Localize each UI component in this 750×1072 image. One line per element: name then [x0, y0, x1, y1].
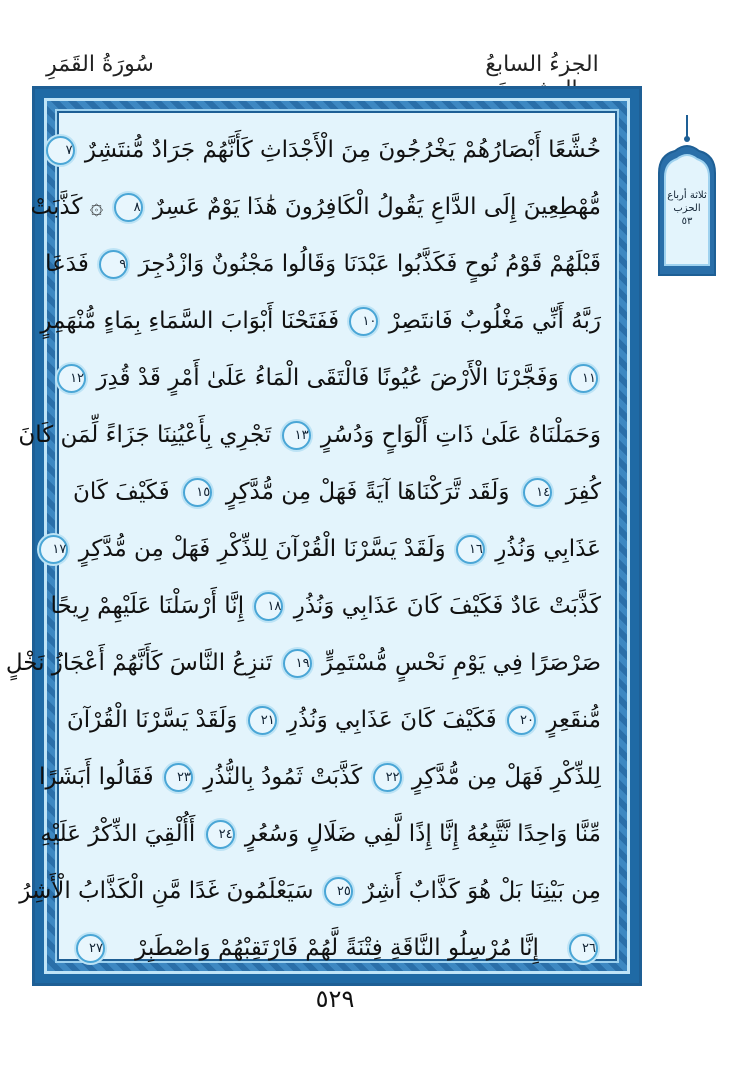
page-number: ٥٢٩: [315, 985, 355, 1013]
ayah-number-marker: ٢٥: [324, 877, 353, 906]
text-panel: [5, 111, 617, 961]
verse-text: ۞ كَذَّبَتْ: [30, 194, 104, 220]
ayah-number-marker: ١٣: [282, 421, 311, 450]
verse-line: [40, 809, 601, 859]
verse-text: مِن بَيْنِنَا بَلْ هُوَ كَذَّابٌ أَشِرٌ: [363, 878, 601, 904]
verse-line: [40, 296, 601, 346]
ayah-number-marker: ٢١: [248, 706, 277, 735]
verse-text: مُّنقَعِرٍ: [546, 707, 601, 733]
ayah-number-marker: ٨: [114, 193, 143, 222]
ayah-number-marker: ١٠: [349, 307, 378, 336]
verse-text: كَذَّبَتْ ثَمُودُ بِالنُّذُرِ: [203, 764, 363, 790]
ayah-number-marker: ٢٢: [373, 763, 402, 792]
verse-lines: [5, 125, 602, 961]
ayah-number-marker: ١٨: [254, 592, 283, 621]
ayah-number-marker: ٢٤: [206, 820, 235, 849]
ayah-number-marker: ٢٣: [164, 763, 193, 792]
verse-text: خُشَّعًا أَبْصَارُهُمْ يَخْرُجُونَ مِنَ الْأَجْدَاثِ كَأَنَّهُمْ جَرَادٌ مُّنتَشِرٌ: [84, 137, 601, 163]
surah-header: سُورَةُ القَمَرِ: [46, 52, 154, 77]
verse-text: كَذَّبَتْ عَادٌ فَكَيْفَ كَانَ عَذَابِي وَنُذُرِ: [293, 593, 601, 619]
verse-line: [65, 125, 601, 175]
verse-line: [30, 182, 601, 232]
verse-text: وَلَقَدْ يَسَّرْنَا الْقُرْآنَ لِلذِّكْرِ فَهَلْ مِن مُّدَّكِرٍ: [78, 536, 446, 562]
verse-line: [66, 695, 601, 745]
verse-line: [50, 581, 601, 631]
verse-text: كُفِرَ: [565, 479, 602, 505]
verse-line: [5, 638, 601, 688]
verse-text: فَكَيْفَ كَانَ: [73, 479, 170, 505]
verse-text: لِلذِّكْرِ فَهَلْ مِن مُّدَّكِرٍ: [411, 764, 601, 790]
ornamental-border: [5, 98, 630, 974]
ayah-number-marker: ٢٠: [507, 706, 536, 735]
verse-text: عَذَابِي وَنُذُرِ: [495, 536, 601, 562]
hizb-marker: [655, 115, 719, 275]
verse-text: إِنَّا مُرْسِلُو النَّاقَةِ فِتْنَةً لَّهُمْ فَارْتَقِبْهُمْ وَاصْطَبِرْ: [135, 935, 539, 961]
verse-line: [52, 524, 601, 574]
verse-text: مُّهْطِعِينَ إِلَى الدَّاعِ يَقُولُ الْكَافِرُونَ هَٰذَا يَوْمٌ عَسِرٌ: [152, 194, 601, 220]
verse-text: فَقَالُوا أَبَشَرًا: [38, 764, 154, 790]
verse-text: صَرْصَرًا فِي يَوْمِ نَحْسٍ مُّسْتَمِرٍّ: [321, 650, 601, 676]
ayah-number-marker: ٢٦: [569, 934, 598, 963]
ayah-number-marker: ١٦: [456, 535, 485, 564]
verse-text: فَفَتَحْنَا أَبْوَابَ السَّمَاءِ بِمَاءٍ مُّنْهَمِرٍ: [40, 308, 340, 334]
ayah-number-marker: ٢٧: [76, 934, 105, 963]
ayah-number-marker: ١١: [569, 364, 598, 393]
ayah-number-marker: ١٤: [523, 478, 552, 507]
verse-text: تَجْرِي بِأَعْيُنِنَا جَزَاءً لِّمَن كَانَ: [18, 422, 272, 448]
verse-text: إِنَّا أَرْسَلْنَا عَلَيْهِمْ رِيحًا: [50, 593, 245, 619]
verse-text: مِّنَّا وَاحِدًا نَّتَّبِعُهُ إِنَّا إِذًا لَّفِي ضَلَالٍ وَسُعُرٍ: [244, 821, 601, 847]
verse-text: أَأُلْقِيَ الذِّكْرُ عَلَيْهِ: [40, 821, 196, 847]
hizb-line2: الحزب: [673, 203, 701, 214]
verse-text: سَيَعْلَمُونَ غَدًا مَّنِ الْكَذَّابُ الْأَشِرُ: [19, 878, 314, 904]
ayah-number-marker: ١٧: [39, 535, 68, 564]
hizb-line3: ٥٣: [681, 216, 693, 227]
verse-text: وَلَقَدْ يَسَّرْنَا الْقُرْآنَ: [66, 707, 238, 733]
ayah-number-marker: ١٩: [283, 649, 312, 678]
page-frame: [5, 86, 642, 986]
ayah-number-marker: ٩: [99, 250, 128, 279]
juz-header: الجزءُ السابعُ: [485, 52, 599, 77]
verse-line: [73, 923, 601, 973]
verse-line: [18, 410, 601, 460]
ayah-number-marker: ٧: [46, 136, 75, 165]
verse-text: قَبْلَهُمْ قَوْمُ نُوحٍ فَكَذَّبُوا عَبْدَنَا وَقَالُوا مَجْنُونٌ وَازْدُجِرَ: [138, 251, 601, 277]
verse-line: [73, 467, 601, 517]
verse-line: [70, 353, 601, 403]
verse-text: وَفَجَّرْنَا الْأَرْضَ عُيُونًا فَالْتَقَى الْمَاءُ عَلَىٰ أَمْرٍ قَدْ قُدِرَ: [96, 365, 559, 391]
ayah-number-marker: ١٥: [183, 478, 212, 507]
verse-line: [19, 866, 601, 916]
verse-text: وَلَقَد تَّرَكْنَاهَا آيَةً فَهَلْ مِن مُّدَّكِرٍ: [225, 479, 510, 505]
hizb-line1: ثلاثة أرباع: [667, 190, 707, 201]
verse-text: وَحَمَلْنَاهُ عَلَىٰ ذَاتِ أَلْوَاحٍ وَدُسُرٍ: [320, 422, 601, 448]
verse-line: [38, 752, 601, 802]
verse-text: رَبَّهُ أَنِّي مَغْلُوبٌ فَانتَصِرْ: [388, 308, 601, 334]
verse-line: [45, 239, 601, 289]
verse-text: فَكَيْفَ كَانَ عَذَابِي وَنُذُرِ: [287, 707, 497, 733]
verse-text: فَدَعَا: [45, 251, 89, 277]
verse-text: تَنزِعُ النَّاسَ كَأَنَّهُمْ أَعْجَازُ نَخْلٍ: [5, 650, 273, 676]
ayah-number-marker: ١٢: [57, 364, 86, 393]
